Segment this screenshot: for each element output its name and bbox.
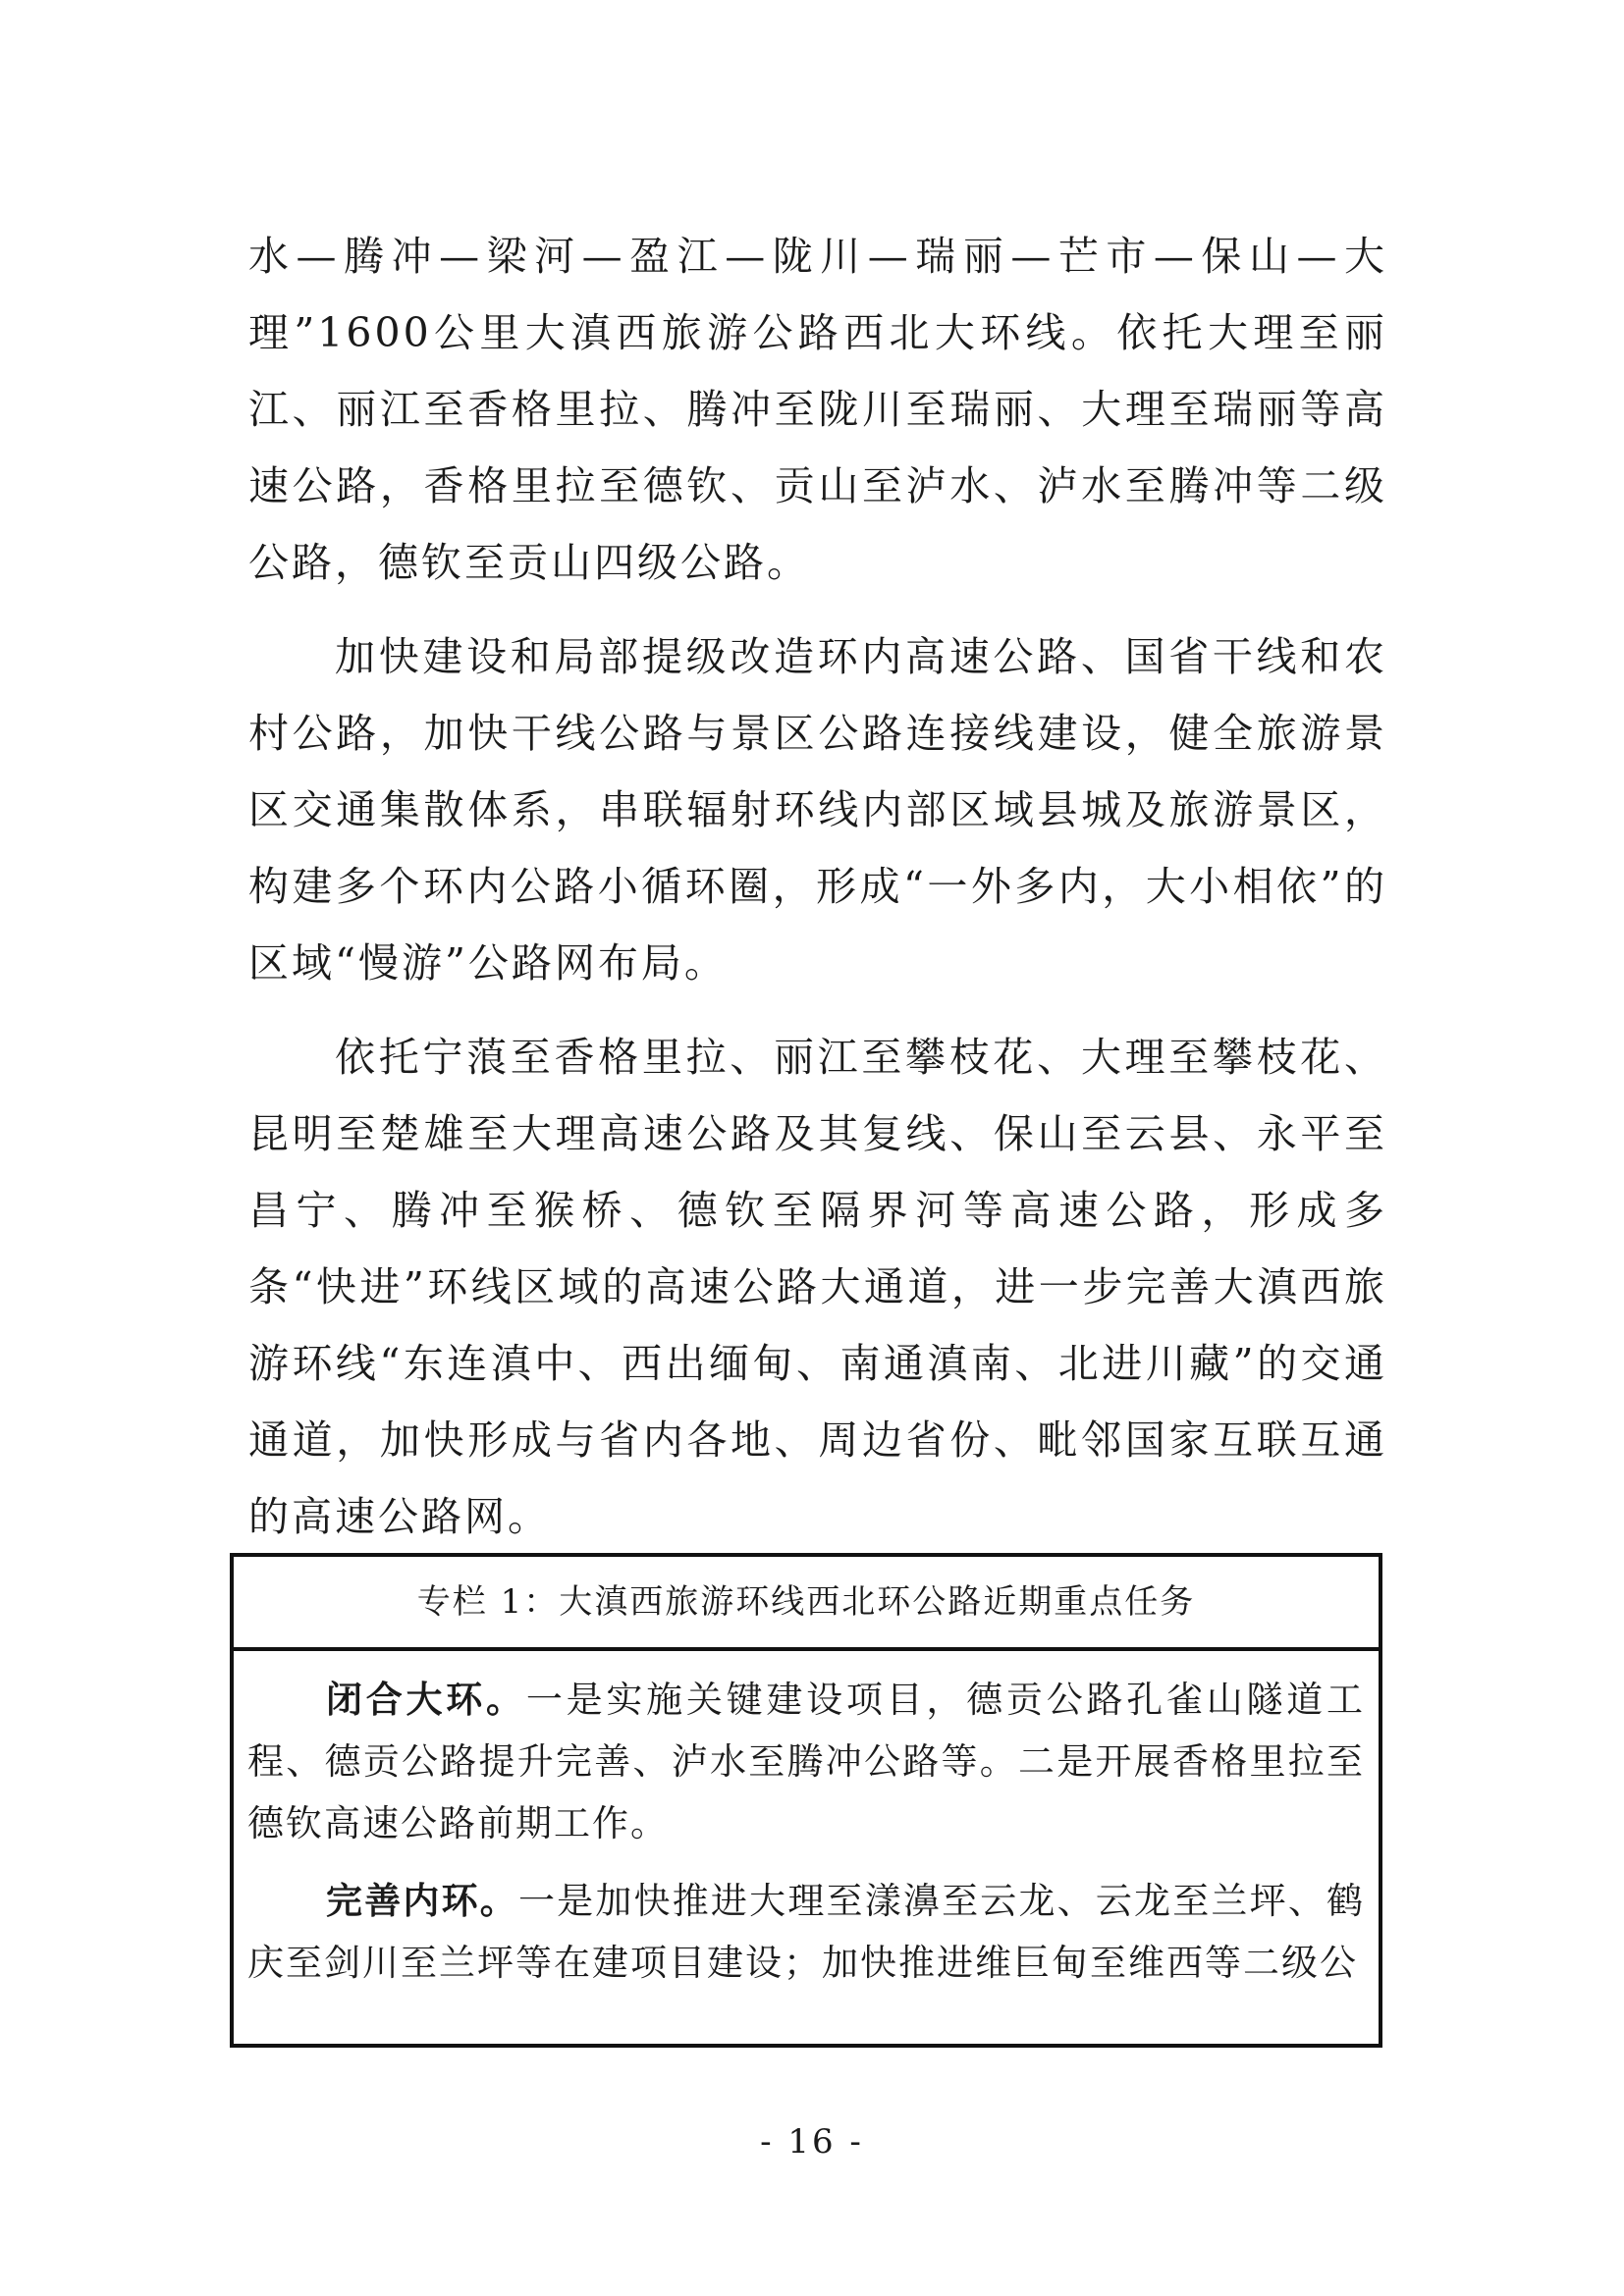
column-item-lead: 完善内环。: [326, 1879, 518, 1922]
paragraph-3: 依托宁蒗至香格里拉、丽江至攀枝花、大理至攀枝花、昆明至楚雄至大理高速公路及其复线、保山至云县、永平至昌宁、腾冲至猴桥、德钦至隔界河等高速公路，形成多条“快进”环线区域的高速公路大通道，进一步完善大滇西旅游环线“东连滇中、西出缅甸、南通滇南、北进川藏”的交通通道，加快形成与省内各地、周边省份、毗邻国家互联互通的高速公路网。: [248, 1034, 1387, 1540]
column-box-content: [234, 1651, 1379, 1994]
page-number: - 16 -: [760, 2122, 864, 2162]
column-item-closed-loop: [247, 1669, 1365, 1854]
column-box-title: 专栏 1：大滇西旅游环线西北环公路近期重点任务: [234, 1557, 1379, 1651]
column-item-text: 一是实施关键建设项目，德贡公路孔雀山隧道工程、德贡公路提升完善、泸水至腾冲公路等。二是开展香格里拉至德钦高速公路前期工作。: [247, 1679, 1366, 1844]
column-item-lead: 闭合大环。: [326, 1678, 526, 1721]
body-text: [248, 218, 1387, 1555]
paragraph-2: 加快建设和局部提级改造环内高速公路、国省干线和农村公路，加快干线公路与景区公路连接线建设，健全旅游景区交通集散体系，串联辐射环线内部区域县城及旅游景区，构建多个环内公路小循环圈，形成“一外多内，大小相依”的区域“慢游”公路网布局。: [248, 633, 1387, 987]
paragraph-1: 水—腾冲—梁河—盈江—陇川—瑞丽—芒市—保山—大理”1600公里大滇西旅游公路西北大环线。依托大理至丽江、丽江至香格里拉、腾冲至陇川至瑞丽、大理至瑞丽等高速公路，香格里拉至德钦、贡山至泸水、泸水至腾冲等二级公路，德钦至贡山四级公路。: [248, 233, 1387, 586]
column-box: [230, 1553, 1382, 2048]
column-item-text: 一是加快推进大理至漾濞至云龙、云龙至兰坪、鹤庆至剑川至兰坪等在建项目建设；加快推进维巨甸至维西等二级公: [247, 1880, 1366, 1984]
column-item-inner-loop: [247, 1870, 1365, 1994]
